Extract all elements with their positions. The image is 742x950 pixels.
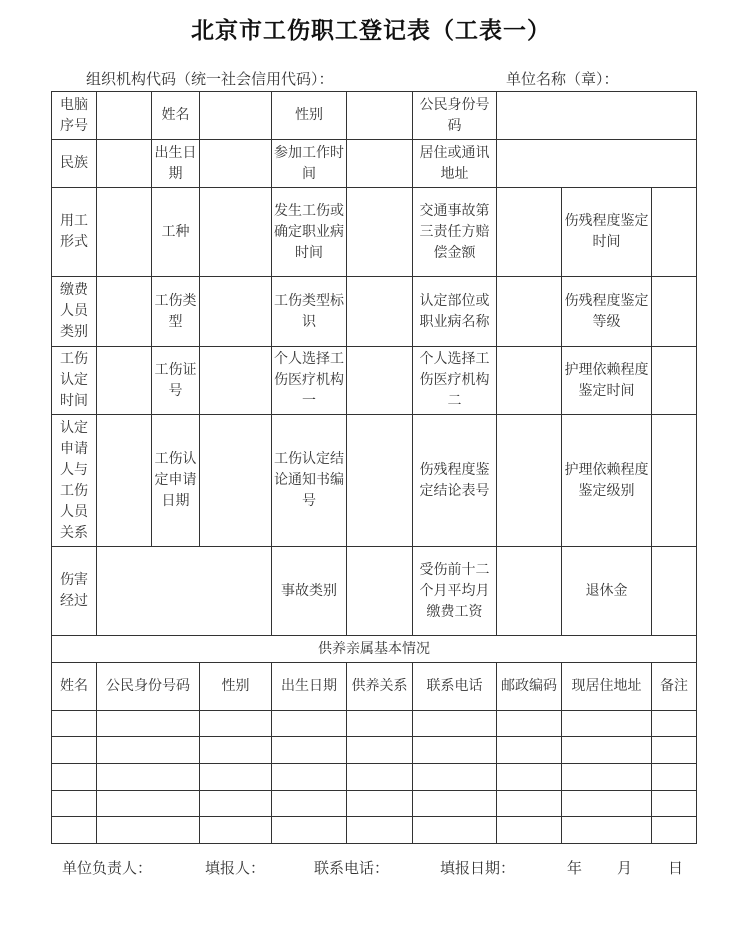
field-employment-form[interactable] (97, 188, 152, 277)
dep-cell[interactable] (347, 817, 413, 844)
label-disability-grade: 伤残程度鉴定等级 (562, 277, 652, 347)
label-application-date: 工伤认定申请日期 (152, 415, 200, 547)
dependent-row (52, 791, 697, 817)
label-injury-time: 发生工伤或确定职业病时间 (272, 188, 347, 277)
field-disability-conclusion-no[interactable] (497, 415, 562, 547)
dep-header-remarks: 备注 (652, 663, 697, 711)
label-disability-conclusion-no: 伤残程度鉴定结论表号 (413, 415, 497, 547)
dep-cell[interactable] (97, 737, 200, 764)
dep-cell[interactable] (652, 791, 697, 817)
unit-name-label: 单位名称（章）： (506, 70, 619, 88)
label-id-number: 公民身份号码 (413, 92, 497, 140)
row-basic-5 (52, 347, 697, 415)
dep-cell[interactable] (497, 737, 562, 764)
field-disability-grade[interactable] (652, 277, 697, 347)
label-care-grade: 护理依赖程度鉴定级别 (562, 415, 652, 547)
label-injury-process: 伤害经过 (52, 547, 97, 636)
label-accident-category: 事故类别 (272, 547, 347, 636)
row-dependents-header (52, 663, 697, 711)
dep-cell[interactable] (562, 791, 652, 817)
dep-cell[interactable] (200, 817, 272, 844)
row-basic-2 (52, 140, 697, 188)
row-basic-3 (52, 188, 697, 277)
dep-cell[interactable] (413, 711, 497, 737)
dep-cell[interactable] (652, 764, 697, 791)
label-ethnicity: 民族 (52, 140, 97, 188)
row-basic-6 (52, 415, 697, 547)
dependent-row (52, 737, 697, 764)
dep-cell[interactable] (347, 791, 413, 817)
label-gender: 性别 (272, 92, 347, 140)
dep-header-name: 姓名 (52, 663, 97, 711)
label-care-appraisal-time: 护理依赖程度鉴定时间 (562, 347, 652, 415)
label-birth-date: 出生日期 (152, 140, 200, 188)
dep-header-postcode: 邮政编码 (497, 663, 562, 711)
dependent-row (52, 817, 697, 844)
field-avg-wage[interactable] (497, 547, 562, 636)
label-injury-type: 工伤类型 (152, 277, 200, 347)
label-avg-wage: 受伤前十二个月平均月缴费工资 (413, 547, 497, 636)
dependents-section-title: 供养亲属基本情况 (52, 636, 697, 663)
dep-cell[interactable] (347, 764, 413, 791)
row-basic-1 (52, 92, 697, 140)
field-injury-part[interactable] (497, 277, 562, 347)
footer-day-label: 日 (668, 859, 684, 877)
dep-cell[interactable] (272, 737, 347, 764)
dep-cell[interactable] (272, 764, 347, 791)
field-accident-category[interactable] (347, 547, 413, 636)
dep-cell[interactable] (52, 791, 97, 817)
field-contributor-category[interactable] (97, 277, 152, 347)
dep-cell[interactable] (562, 737, 652, 764)
dep-cell[interactable] (97, 764, 200, 791)
footer-month-label: 月 (617, 859, 633, 877)
field-address[interactable] (497, 140, 697, 188)
label-job-type: 工种 (152, 188, 200, 277)
form-title: 北京市工伤职工登记表（工表一） (191, 18, 551, 44)
dep-cell[interactable] (562, 764, 652, 791)
dep-cell[interactable] (413, 817, 497, 844)
dep-cell[interactable] (497, 764, 562, 791)
dep-cell[interactable] (272, 711, 347, 737)
dep-cell[interactable] (272, 791, 347, 817)
field-id-number[interactable] (497, 92, 697, 140)
field-injury-cert-no[interactable] (200, 347, 272, 415)
field-job-type[interactable] (200, 188, 272, 277)
field-recognition-notice-no[interactable] (347, 415, 413, 547)
dep-cell[interactable] (52, 764, 97, 791)
field-injury-type[interactable] (200, 277, 272, 347)
field-application-date[interactable] (200, 415, 272, 547)
footer-year-label: 年 (567, 859, 583, 877)
dep-cell[interactable] (347, 711, 413, 737)
label-name: 姓名 (152, 92, 200, 140)
dep-header-relation: 供养关系 (347, 663, 413, 711)
dep-cell[interactable] (272, 817, 347, 844)
dep-cell[interactable] (497, 817, 562, 844)
dep-cell[interactable] (97, 791, 200, 817)
registration-table (51, 91, 697, 844)
org-code-label: 组织机构代码（统一社会信用代码）： (86, 70, 334, 88)
field-disability-appraisal-time[interactable] (652, 188, 697, 277)
field-injury-time[interactable] (347, 188, 413, 277)
label-recognition-time: 工伤认定时间 (52, 347, 97, 415)
row-basic-4 (52, 277, 697, 347)
label-disability-appraisal-time: 伤残程度鉴定时间 (562, 188, 652, 277)
label-computer-no: 电脑序号 (52, 92, 97, 140)
dep-header-id-number: 公民身份号码 (97, 663, 200, 711)
label-applicant-relation: 认定申请人与工伤人员关系 (52, 415, 97, 547)
dep-cell[interactable] (97, 711, 200, 737)
dep-cell[interactable] (52, 711, 97, 737)
field-care-grade[interactable] (652, 415, 697, 547)
dep-header-phone: 联系电话 (413, 663, 497, 711)
dep-cell[interactable] (497, 711, 562, 737)
field-traffic-compensation[interactable] (497, 188, 562, 277)
dep-header-address: 现居住地址 (562, 663, 652, 711)
field-medical-institution-1[interactable] (347, 347, 413, 415)
field-injury-process[interactable] (97, 547, 272, 636)
field-injury-type-mark[interactable] (347, 277, 413, 347)
field-gender[interactable] (347, 92, 413, 140)
label-injury-part: 认定部位或职业病名称 (413, 277, 497, 347)
row-basic-7 (52, 547, 697, 636)
dep-cell[interactable] (52, 817, 97, 844)
field-applicant-relation[interactable] (97, 415, 152, 547)
dep-cell[interactable] (562, 817, 652, 844)
dep-cell[interactable] (413, 737, 497, 764)
footer-date-label: 填报日期： (440, 859, 516, 877)
label-contributor-category: 缴费人员类别 (52, 277, 97, 347)
dep-cell[interactable] (200, 764, 272, 791)
label-work-start: 参加工作时间 (272, 140, 347, 188)
dep-cell[interactable] (413, 764, 497, 791)
field-computer-no[interactable] (97, 92, 152, 140)
dependent-row (52, 711, 697, 737)
field-name[interactable] (200, 92, 272, 140)
dep-cell[interactable] (497, 791, 562, 817)
dep-cell[interactable] (200, 711, 272, 737)
label-injury-type-mark: 工伤类型标识 (272, 277, 347, 347)
field-recognition-time[interactable] (97, 347, 152, 415)
footer-filler-label: 填报人： (205, 859, 266, 877)
label-employment-form: 用工形式 (52, 188, 97, 277)
label-injury-cert-no: 工伤证号 (152, 347, 200, 415)
dep-cell[interactable] (562, 711, 652, 737)
dep-cell[interactable] (652, 817, 697, 844)
dep-cell[interactable] (347, 737, 413, 764)
label-recognition-notice-no: 工伤认定结论通知书编号 (272, 415, 347, 547)
field-care-appraisal-time[interactable] (652, 347, 697, 415)
label-pension: 退休金 (562, 547, 652, 636)
dep-cell[interactable] (652, 737, 697, 764)
dep-cell[interactable] (200, 737, 272, 764)
label-medical-institution-1: 个人选择工伤医疗机构一 (272, 347, 347, 415)
field-birth-date[interactable] (200, 140, 272, 188)
dep-cell[interactable] (200, 791, 272, 817)
label-traffic-compensation: 交通事故第三责任方赔偿金额 (413, 188, 497, 277)
footer-phone-label: 联系电话： (314, 859, 390, 877)
field-ethnicity[interactable] (97, 140, 152, 188)
field-medical-institution-2[interactable] (497, 347, 562, 415)
dep-header-birth-date: 出生日期 (272, 663, 347, 711)
label-medical-institution-2: 个人选择工伤医疗机构二 (413, 347, 497, 415)
dep-cell[interactable] (652, 711, 697, 737)
dep-cell[interactable] (413, 791, 497, 817)
dep-header-gender: 性别 (200, 663, 272, 711)
dep-cell[interactable] (52, 737, 97, 764)
footer-supervisor-label: 单位负责人： (62, 859, 153, 877)
dependent-row (52, 764, 697, 791)
field-work-start[interactable] (347, 140, 413, 188)
row-dependents-title (52, 636, 697, 663)
label-address: 居住或通讯地址 (413, 140, 497, 188)
dep-cell[interactable] (97, 817, 200, 844)
field-pension[interactable] (652, 547, 697, 636)
